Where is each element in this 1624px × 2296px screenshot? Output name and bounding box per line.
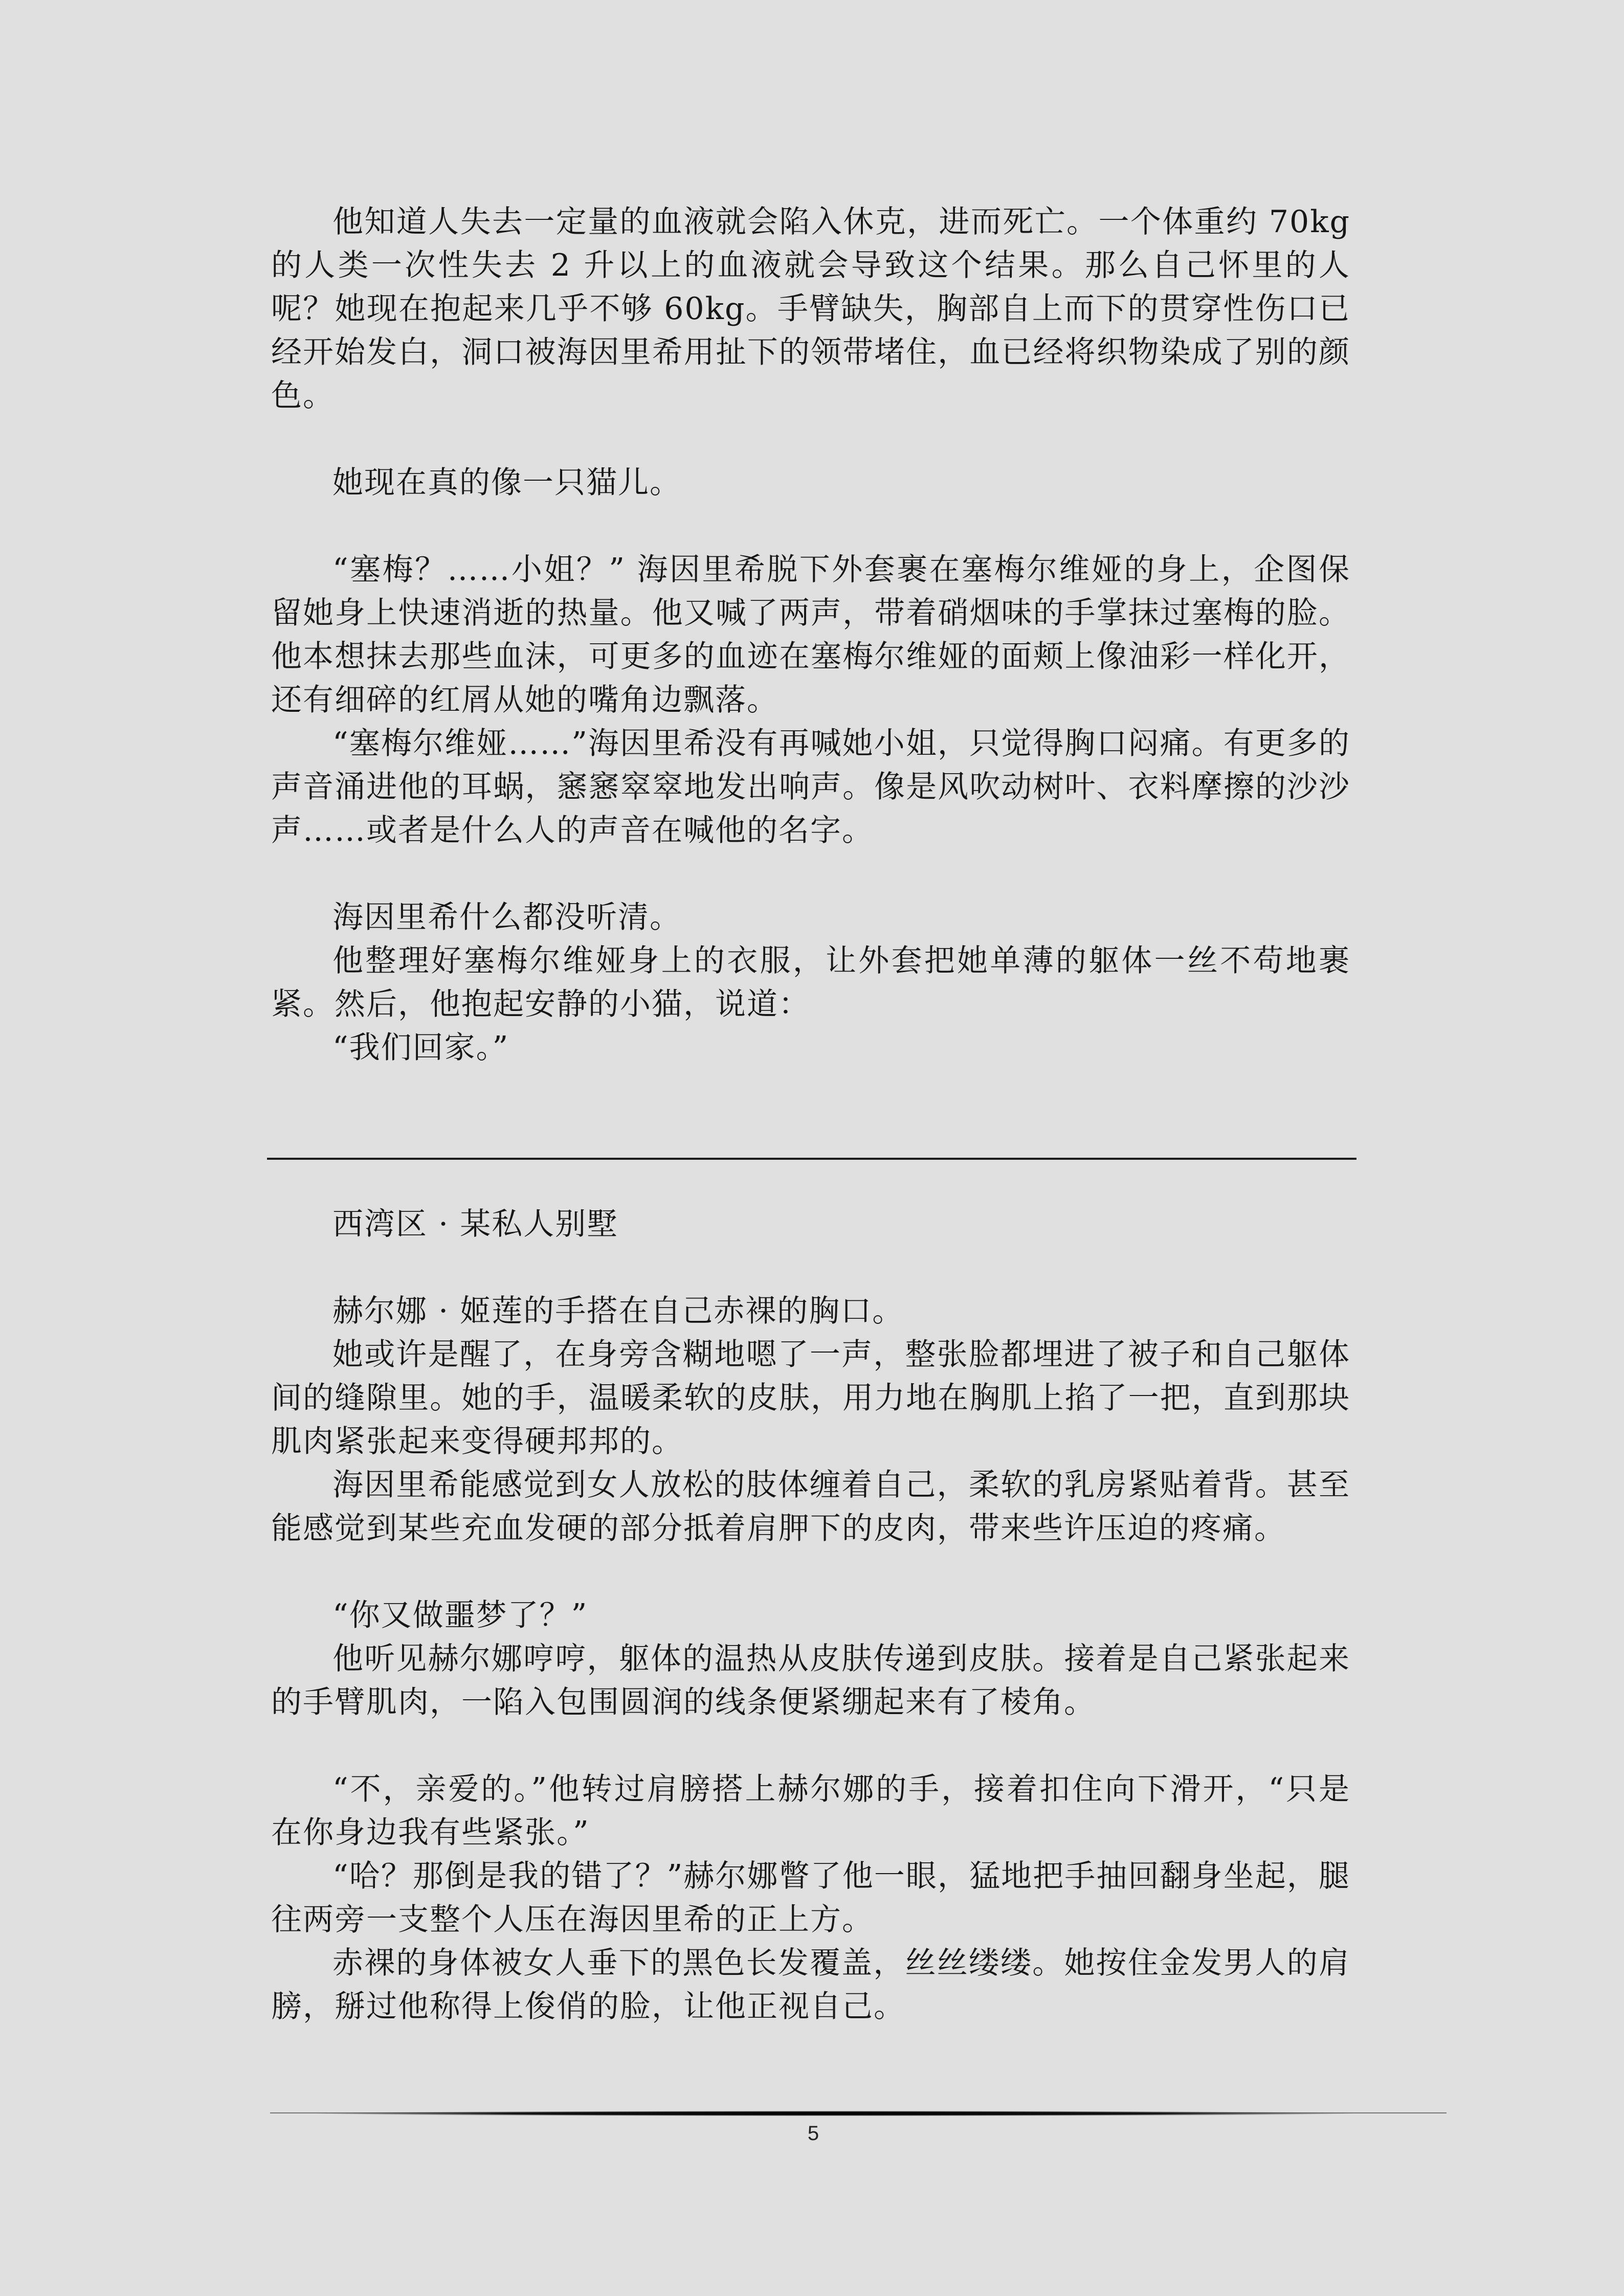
paragraph: 他听见赫尔娜哼哼，躯体的温热从皮肤传递到皮肤。接着是自己紧张起来的手臂肌肉，一陷入包围圆润的线条便紧绷起来有了棱角。: [271, 1641, 1350, 1720]
paragraph: “我们回家。”: [332, 1030, 509, 1066]
footer-ornament: [317, 2111, 1352, 2116]
paragraph-gap: [271, 1550, 1350, 1594]
paragraph-gap: [271, 505, 1350, 548]
paragraph-gap: [271, 852, 1350, 896]
paragraph: “你又做噩梦了？”: [332, 1597, 588, 1633]
paragraph: “塞梅尔维娅……”海因里希没有再喊她小姐，只觉得胸口闷痛。有更多的声音涌进他的耳蜗，窸窸窣窣地发出响声。像是风吹动树叶、衣料摩擦的沙沙声……或者是什么人的声音在喊他的名字。: [271, 726, 1350, 848]
section-one-text: [271, 200, 1350, 1070]
footer-rule: [270, 2110, 1447, 2117]
paragraph: “不，亲爱的。”他转过肩膀搭上赫尔娜的手，接着扣住向下滑开，“只是在你身边我有些紧张。”: [271, 1771, 1350, 1851]
paragraph-gap: [271, 1246, 1350, 1290]
paragraph: 海因里希什么都没听清。: [332, 899, 681, 935]
paragraph: 赫尔娜 · 姬莲的手搭在自己赤裸的胸口。: [332, 1293, 904, 1329]
paragraph: 她现在真的像一只猫儿。: [332, 465, 681, 501]
paragraph: “哈？那倒是我的错了？”赫尔娜瞥了他一眼，猛地把手抽回翻身坐起，腿往两旁一支整个人压在海因里希的正上方。: [271, 1858, 1350, 1938]
paragraph: 赤裸的身体被女人垂下的黑色长发覆盖，丝丝缕缕。她按住金发男人的肩膀，掰过他称得上俊俏的脸，让他正视自己。: [271, 1945, 1350, 2024]
paragraph: 他知道人失去一定量的血液就会陷入休克，进而死亡。一个体重约 70kg 的人类一次性失去 2 升以上的血液就会导致这个结果。那么自己怀里的人呢？她现在抱起来几乎不够 60kg。手臂缺失，胸部自上而下的贯穿性伤口已经开始发白，洞口被海因里希用扯下的领带堵住，血已经将织物染成了别的颜色。: [271, 204, 1350, 414]
paragraph-gap: [271, 418, 1350, 461]
section-two-text: [271, 1203, 1350, 2029]
paragraph: “塞梅？……小姐？” 海因里希脱下外套裹在塞梅尔维娅的身上，企图保留她身上快速消逝的热量。他又喊了两声，带着硝烟味的手掌抹过塞梅的脸。他本想抹去那些血沫，可更多的血迹在塞梅尔维娅的面颊上像油彩一样化开，还有细碎的红屑从她的嘴角边飘落。: [271, 552, 1350, 718]
paragraph: 海因里希能感觉到女人放松的肢体缠着自己，柔软的乳房紧贴着背。甚至能感觉到某些充血发硬的部分抵着肩胛下的皮肉，带来些许压迫的疼痛。: [271, 1467, 1350, 1546]
section-heading: 西湾区 · 某私人别墅: [332, 1206, 619, 1242]
section-divider: [267, 1158, 1356, 1160]
paragraph: 他整理好塞梅尔维娅身上的衣服，让外套把她单薄的躯体一丝不苟地裹紧。然后，他抱起安静的小猫，说道：: [271, 943, 1350, 1022]
paragraph-gap: [271, 1724, 1350, 1768]
page-number: 5: [807, 2122, 819, 2145]
paragraph: 她或许是醒了，在身旁含糊地嗯了一声，整张脸都埋进了被子和自己躯体间的缝隙里。她的手，温暖柔软的皮肤，用力地在胸肌上掐了一把，直到那块肌肉紧张起来变得硬邦邦的。: [271, 1337, 1350, 1459]
